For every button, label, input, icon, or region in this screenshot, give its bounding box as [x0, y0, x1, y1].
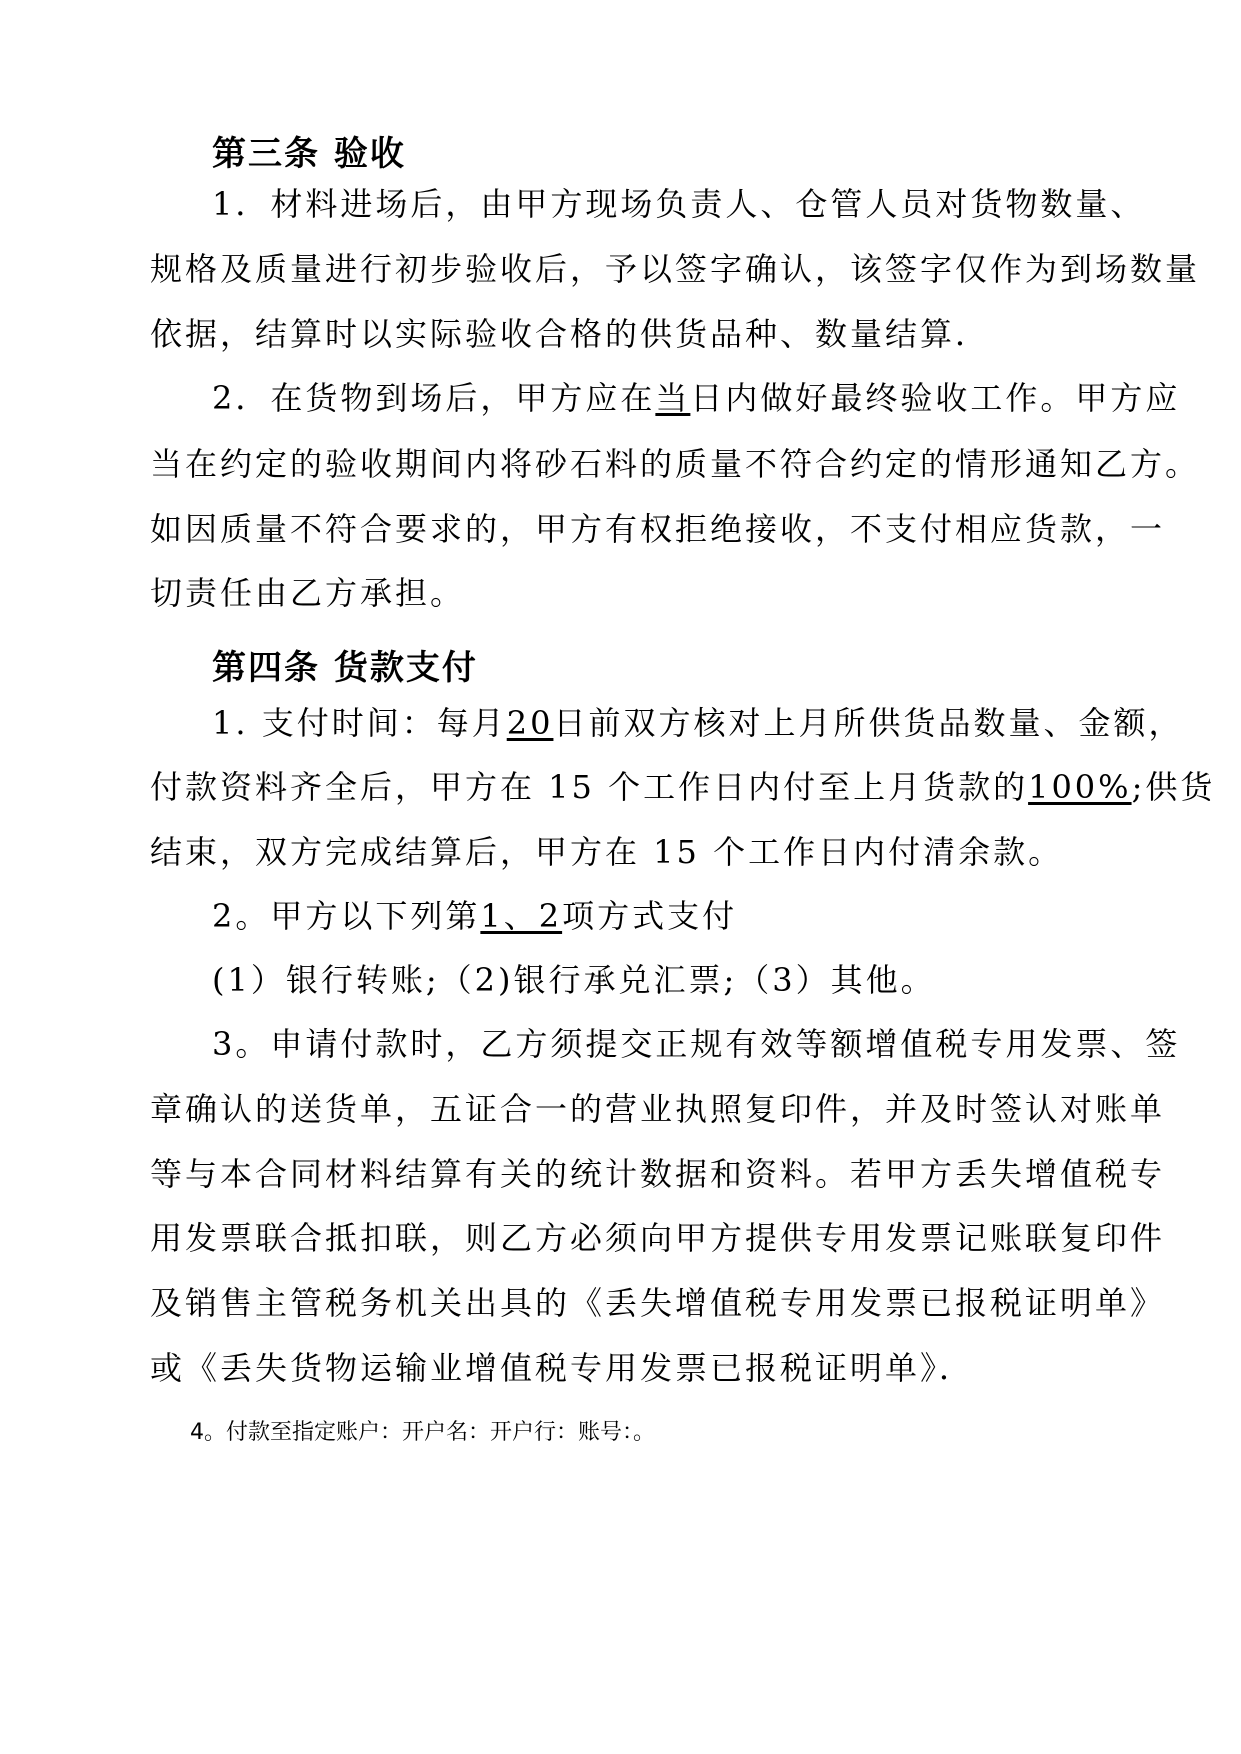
article-4-p1-line2-a: 付款资料齐全后，甲方在 15 个工作日内付至上月货款的 [150, 768, 1029, 806]
article-4-p2-underlined-items: 1、2 [480, 897, 563, 935]
article-4-p1-underlined-date: 20 [506, 704, 554, 742]
article-4-heading: 第四条 货款支付 [212, 648, 478, 688]
article-4-p2-line1-b: 项方式支付 [562, 897, 738, 935]
article-4-p1-line2-b: ;供货 [1131, 768, 1216, 806]
article-4-p1-line1-b: 日前双方核对上月所供货品数量、金额， [553, 704, 1184, 742]
article-4-p1-line2 [150, 767, 1215, 807]
article-3-p2-line1-b: 日内做好最终验收工作。甲方应 [690, 379, 1181, 417]
article-3-heading: 第三条 验收 [212, 134, 406, 174]
article-4-p1-line1-a: 1. 支付时间：每月 [212, 704, 507, 742]
article-4-p4-line5: 及销售主管税务机关出具的《丢失增值税专用发票已报税证明单》 [150, 1284, 1166, 1322]
article-4-p4-line2: 章确认的送货单，五证合一的营业执照复印件，并及时签认对账单 [150, 1090, 1166, 1128]
article-4-p2-line1-a: 2。甲方以下列第 [212, 897, 481, 935]
article-4-p2-line1 [212, 896, 737, 936]
article-4-p1-line3: 结束，双方完成结算后，甲方在 15 个工作日内付清余款。 [150, 833, 1064, 871]
article-4-p4-line1: 3。申请付款时，乙方须提交正规有效等额增值税专用发票、签 [212, 1025, 1181, 1063]
article-3-p1-line1: 1．材料进场后，由甲方现场负责人、仓管人员对货物数量、 [212, 185, 1146, 223]
article-4-p1-underlined-percent: 100% [1028, 768, 1132, 806]
article-4-p4-line4: 用发票联合抵扣联，则乙方必须向甲方提供专用发票记账联复印件 [150, 1219, 1166, 1257]
article-3-p2-line3: 如因质量不符合要求的，甲方有权拒绝接收，不支付相应货款，一 [150, 510, 1166, 548]
article-3-p2-underlined-day: 当 [655, 379, 691, 417]
article-4-p1-line1 [212, 703, 1183, 743]
article-4-p4-line3: 等与本合同材料结算有关的统计数据和资料。若甲方丢失增值税专 [150, 1155, 1166, 1193]
article-3-p2-line1 [212, 378, 1180, 418]
article-3-p2-line1-a: 2．在货物到场后，甲方应在 [212, 379, 656, 417]
article-3-p2-line4: 切责任由乙方承担。 [150, 574, 466, 612]
article-4-p5-line1: 4。付款至指定账户：开户名：开户行：账号：。 [190, 1420, 655, 1445]
article-3-p1-line3: 依据，结算时以实际验收合格的供货品种、数量结算． [150, 315, 991, 353]
article-4-p4-line6: 或《丢失货物运输业增值税专用发票已报税证明单》． [150, 1349, 975, 1387]
article-4-p3-line1: (1）银行转账;（2)银行承兑汇票;（3）其他。 [212, 961, 936, 999]
article-3-p2-line2: 当在约定的验收期间内将砂石料的质量不符合约定的情形通知乙方。 [150, 445, 1201, 483]
article-3-p1-line2: 规格及质量进行初步验收后，予以签字确认，该签字仅作为到场数量 [150, 250, 1201, 288]
